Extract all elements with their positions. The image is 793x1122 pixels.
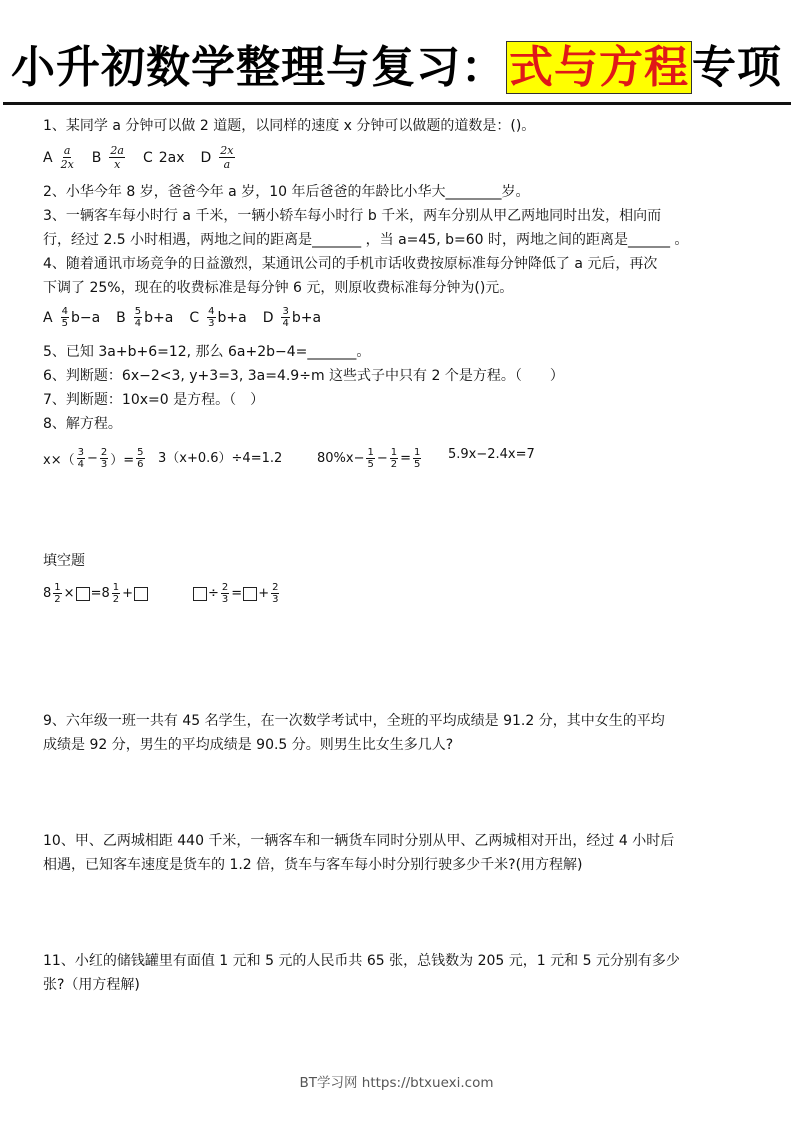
footer-watermark: BT学习网 https://btxuexi.com xyxy=(299,1075,494,1091)
option-d: D $\frac{2x}{a}$ xyxy=(200,144,234,171)
blank-box[interactable] xyxy=(193,587,207,601)
option-b: B $\frac{5}{4}$ b+a xyxy=(116,306,174,329)
equation-2: 3（x+0.6）÷4=1.2 xyxy=(158,451,283,466)
fill-blank-item-2: ÷ $\frac{2}{3}$ = + $\frac{2}{3}$ xyxy=(192,582,281,605)
question-3-line2: 行，经过 2.5 小时相遇，两地之间的距离是_______ ，当 a=45, b=60 时，两地之间的距离是______ 。 xyxy=(43,232,689,248)
equation-1: x×（ $\frac{3}{4}$ − $\frac{2}{3}$ ）= $\frac{5}{6}$ xyxy=(43,447,144,470)
question-5: 5、已知 3a+b+6=12, 那么 6a+2b−4=_______。 xyxy=(43,344,371,360)
title-divider xyxy=(3,102,791,105)
title-prefix: 小升初数学整理与复习： xyxy=(11,42,506,93)
question-7: 7、判断题：10x=0 是方程。（ ） xyxy=(43,392,265,408)
question-8: 8、解方程。 xyxy=(43,416,122,432)
blank-box[interactable] xyxy=(76,587,90,601)
equation-4: 5.9x−2.4x=7 xyxy=(448,447,535,462)
question-4-line2: 下调了 25%，现在的收费标准是每分钟 6 元，则原收费标准每分钟为()元。 xyxy=(43,280,514,296)
question-10-line1: 10、甲、乙两城相距 440 千米，一辆客车和一辆货车同时分别从甲、乙两城相对开出，经过 4 小时后 xyxy=(43,833,675,849)
option-a: A $\frac{a}{2x}$ xyxy=(43,144,74,171)
question-2: 2、小华今年 8 岁，爸爸今年 a 岁，10 年后爸爸的年龄比小华大________岁。 xyxy=(43,184,530,200)
blank-box[interactable] xyxy=(134,587,148,601)
page-title xyxy=(0,38,793,98)
question-1: 1、某同学 a 分钟可以做 2 道题，以同样的速度 x 分钟可以做题的道数是：()。 xyxy=(43,118,536,134)
question-9-line2: 成绩是 92 分，男生的平均成绩是 90.5 分。则男生比女生多几人? xyxy=(43,737,454,753)
question-11-line2: 张?（用方程解) xyxy=(43,977,140,993)
question-6: 6、判断题：6x−2<3, y+3=3, 3a=4.9÷m 这些式子中只有 2 个是方程。（ ） xyxy=(43,368,564,384)
blank-box[interactable] xyxy=(243,587,257,601)
title-highlight: 式与方程 xyxy=(506,41,692,94)
option-c: C $\frac{4}{3}$ b+a xyxy=(189,306,247,329)
question-9-line1: 9、六年级一班一共有 45 名学生，在一次数学考试中，全班的平均成绩是 91.2 分，其中女生的平均 xyxy=(43,713,665,729)
question-4-line1: 4、随着通讯市场竞争的日益激烈，某通讯公司的手机市话收费按原标准每分钟降低了 a 元后，再次 xyxy=(43,256,658,272)
question-4-options xyxy=(43,306,337,329)
option-d: D $\frac{3}{4}$ b+a xyxy=(262,306,322,329)
fill-blank-heading: 填空题 xyxy=(43,553,85,569)
question-3-line1: 3、一辆客车每小时行 a 千米，一辆小轿车每小时行 b 千米，两车分别从甲乙两地同时出发，相向而 xyxy=(43,208,662,224)
option-c: C 2ax xyxy=(142,149,185,166)
equation-3: 80%x− $\frac{1}{5}$ − $\frac{1}{2}$ = $\frac{1}{5}$ xyxy=(317,447,421,470)
question-10-line2: 相遇，已知客车速度是货车的 1.2 倍，货车与客车每小时分别行驶多少千米?(用方程解) xyxy=(43,857,583,873)
question-1-options xyxy=(43,144,253,171)
question-11-line1: 11、小红的储钱罐里有面值 1 元和 5 元的人民币共 65 张，总钱数为 205 元，1 元和 5 元分别有多少 xyxy=(43,953,680,969)
option-b: B $\frac{2a}{x}$ xyxy=(91,144,124,171)
fill-blank-item-1: 8 $\frac{1}{2}$ × = 8 $\frac{1}{2}$ + xyxy=(43,582,149,605)
title-suffix: 专项 xyxy=(692,42,782,93)
option-a: A $\frac{4}{5}$ b−a xyxy=(43,306,101,329)
